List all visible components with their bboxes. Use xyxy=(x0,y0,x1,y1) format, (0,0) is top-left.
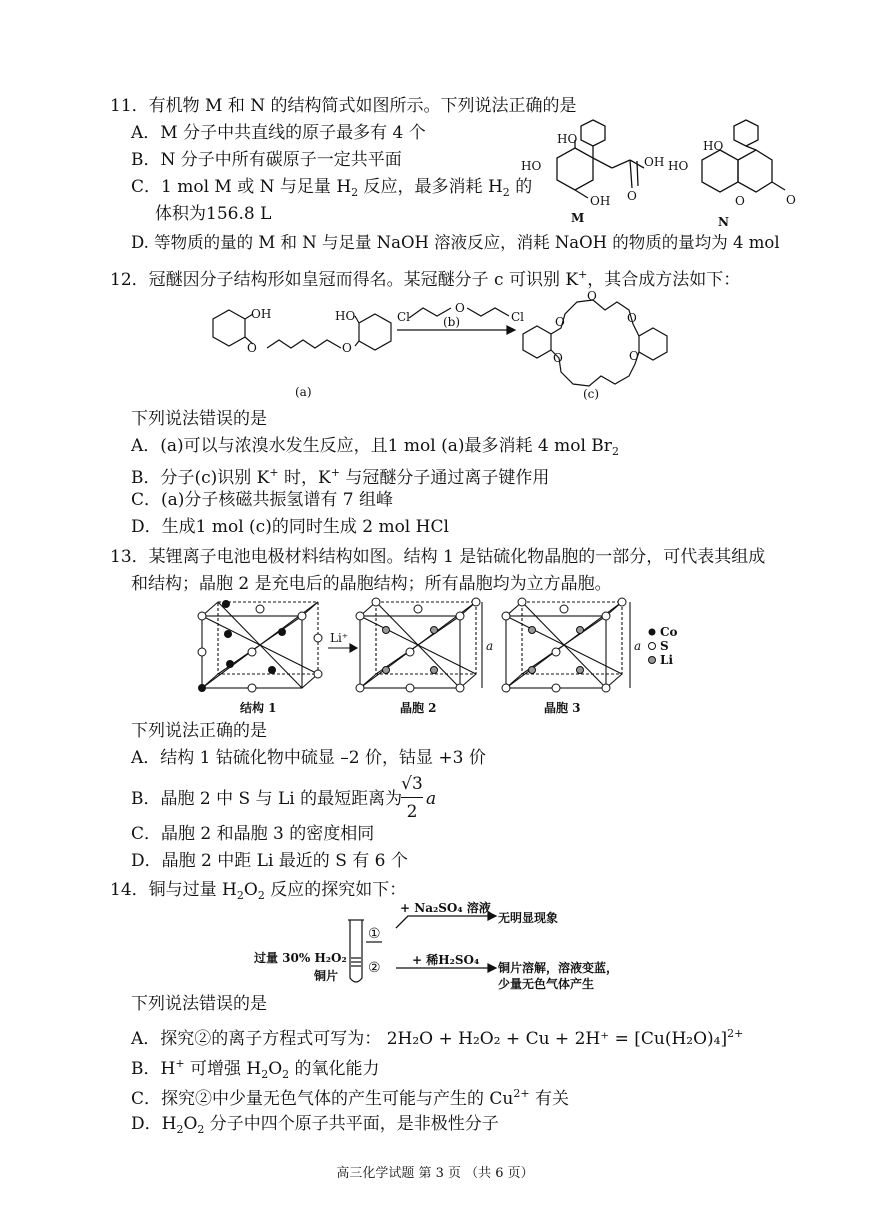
superscript: + xyxy=(578,268,588,281)
n-ho-label: HO xyxy=(703,139,724,153)
m-label: M xyxy=(571,211,585,225)
n-o-label-2: O xyxy=(786,193,796,207)
q14-b-part3: 的氧化能力 xyxy=(289,1059,380,1079)
legend-co: Co xyxy=(660,625,678,639)
q14-b-part1: B．H xyxy=(131,1059,176,1079)
subscript: 2 xyxy=(502,186,510,199)
m-oh-label-2: OH xyxy=(590,194,611,208)
q11-option-c xyxy=(131,176,532,204)
tube-label-cu: 铜片 xyxy=(314,969,339,983)
superscript: + xyxy=(269,466,279,479)
fraction-numerator: √3 xyxy=(401,774,423,794)
q12-b-part1: B．分子(c)识别 K xyxy=(131,468,270,488)
tube-label-h2o2: 过量 30% H₂O₂ xyxy=(254,951,347,965)
superscript: 2+ xyxy=(513,1087,530,1100)
label-a: (a) xyxy=(295,385,312,399)
q14-b-part2: 可增强 H xyxy=(184,1059,262,1079)
fraction-denominator: 2 xyxy=(406,802,418,822)
q13-crystal-figure xyxy=(190,592,710,722)
q11-structure-figure xyxy=(502,112,805,237)
reagent-2: + 稀H₂SO₄ xyxy=(412,953,480,967)
subscript: 2 xyxy=(236,889,244,902)
q12-option-d: D．生成1 mol (c)的同时生成 2 mol HCl xyxy=(131,517,449,537)
caption-cell-2: 晶胞 2 xyxy=(400,701,437,715)
a-label-2: a xyxy=(486,639,494,653)
q12-prompt: 下列说法错误的是 xyxy=(131,409,267,429)
label-b: (b) xyxy=(443,315,461,329)
q12-b-part2: 时，K xyxy=(278,468,331,488)
q14-o: O xyxy=(243,880,258,900)
a-oh-label: OH xyxy=(251,307,272,321)
result-1: 无明显现象 xyxy=(498,911,559,925)
b-cl-label-1: Cl xyxy=(397,310,411,324)
n-ho-label-2: HO xyxy=(668,159,689,173)
c-o-label-5: O xyxy=(629,349,639,363)
b-cl-label-2: Cl xyxy=(511,310,525,324)
circle-1: ① xyxy=(368,926,381,942)
subscript: 2 xyxy=(611,445,619,458)
q14-option-d xyxy=(131,1113,499,1141)
q14-stem-end: 反应的探究如下： xyxy=(264,880,407,900)
q14-a-equation: 2H₂O + H₂O₂ + Cu + 2H⁺ = [Cu(H₂O)₄] xyxy=(386,1029,728,1049)
q14-prompt: 下列说法错误的是 xyxy=(131,994,267,1014)
reagent-1: + Na₂SO₄ 溶液 xyxy=(400,901,491,915)
circle-2: ② xyxy=(368,960,381,976)
q12-stem-end: ，其合成方法如下： xyxy=(587,270,741,290)
q11-c-part2: 反应，最多消耗 H xyxy=(358,177,503,197)
caption-cell-3: 晶胞 3 xyxy=(544,701,581,715)
q12-b-part3: 与冠醚分子通过离子键作用 xyxy=(339,468,550,488)
q14-d-o: O xyxy=(183,1114,198,1134)
subscript: 2 xyxy=(282,1068,290,1081)
q13-option-b xyxy=(131,788,402,810)
legend-s: S xyxy=(660,639,669,653)
m-o-label: O xyxy=(627,189,637,203)
c-o-label-2: O xyxy=(555,315,565,329)
subscript: 2 xyxy=(351,186,359,199)
n-label: N xyxy=(718,215,729,229)
c-o-label-3: O xyxy=(627,311,637,325)
q13-b-text: B．晶胞 2 中 S 与 Li 的最短距离为 xyxy=(131,789,403,809)
q12-a-text: A．(a)可以与浓溴水发生反应，且1 mol (a)最多消耗 4 mol Br xyxy=(131,436,612,456)
m-ho-label: HO xyxy=(557,132,578,146)
superscript: 2+ xyxy=(727,1027,744,1040)
q11-option-d: D. 等物质的量的 M 和 N 与足量 NaOH 溶液反应，消耗 NaOH 的物质的量均为 4 mol xyxy=(131,233,780,252)
b-o-label: O xyxy=(455,301,465,315)
superscript: + xyxy=(175,1057,185,1070)
li-arrow-label: Li⁺ xyxy=(330,631,349,645)
legend-li: Li xyxy=(660,653,673,667)
q11-c-part1: C．1 mol M 或 N 与足量 H xyxy=(131,177,352,197)
q13-stem-2: 和结构；晶胞 2 是充电后的晶胞结构；所有晶胞均为立方晶胞。 xyxy=(131,574,612,594)
c-o-label-4: O xyxy=(553,351,563,365)
superscript: + xyxy=(330,466,340,479)
q14-d-part2: 分子中四个原子共平面，是非极性分子 xyxy=(204,1114,499,1134)
label-c: (c) xyxy=(583,387,600,401)
q14-stem-text: 14．铜与过量 H xyxy=(110,880,237,900)
q14-experiment-figure xyxy=(250,900,650,992)
m-oh-label: OH xyxy=(644,155,665,169)
q12-option-b xyxy=(131,462,549,489)
a-o-label-1: O xyxy=(247,341,257,355)
subscript: 2 xyxy=(176,1123,184,1136)
result-2b: 少量无色气体产生 xyxy=(498,977,595,991)
q12-stem-text: 12．冠醚因分子结构形如皇冠而得名。某冠醚分子 c 可识别 K xyxy=(110,270,579,290)
q11-c-part3: 的 xyxy=(509,177,533,197)
q14-d-part1: D．H xyxy=(131,1114,177,1134)
q12-stem xyxy=(110,264,740,291)
q13-option-a: A．结构 1 钴硫化物中硫显 –2 价，钴显 +3 价 xyxy=(131,748,486,768)
q11-option-c-cont: 体积为156.8 L xyxy=(155,204,272,224)
page-footer: 高三化学试题 第 3 页 （共 6 页） xyxy=(336,1166,534,1181)
q14-option-a xyxy=(131,1023,743,1050)
q13-option-c: C．晶胞 2 和晶胞 3 的密度相同 xyxy=(131,824,375,844)
q14-c-end: 有关 xyxy=(529,1089,569,1109)
subscript: 2 xyxy=(197,1123,205,1136)
caption-structure-1: 结构 1 xyxy=(240,701,277,715)
fraction-bar xyxy=(401,797,423,798)
q13-stem-1: 13．某锂离子电池电极材料结构如图。结构 1 是钴硫化物晶胞的一部分，可代表其组成 xyxy=(110,547,766,567)
result-2a: 铜片溶解，溶液变蓝， xyxy=(498,961,619,975)
a-label-3: a xyxy=(634,639,642,653)
fraction-variable: a xyxy=(426,789,437,809)
q14-a-text: A．探究②的离子方程式可写为： xyxy=(131,1029,382,1049)
q13-prompt: 下列说法正确的是 xyxy=(131,721,267,741)
subscript: 2 xyxy=(261,1068,269,1081)
q14-option-c xyxy=(131,1083,569,1110)
c-o-label-1: O xyxy=(587,289,597,303)
q12-option-a xyxy=(131,435,619,463)
q14-c-text: C．探究②中少量无色气体的产生可能与产生的 Cu xyxy=(131,1089,514,1109)
subscript: 2 xyxy=(257,889,265,902)
a-ho-label: HO xyxy=(335,309,356,323)
q14-option-b xyxy=(131,1053,380,1086)
q13-option-d: D．晶胞 2 中距 Li 最近的 S 有 6 个 xyxy=(131,851,408,871)
q11-option-b: B．N 分子中所有碳原子一定共平面 xyxy=(131,150,402,170)
q12-synthesis-figure xyxy=(205,288,685,403)
q11-stem: 11．有机物 M 和 N 的结构简式如图所示。下列说法正确的是 xyxy=(110,96,577,116)
n-o-label: O xyxy=(735,194,745,208)
m-ho-label-2: HO xyxy=(521,159,542,173)
q12-option-c: C．(a)分子核磁共振氢谱有 7 组峰 xyxy=(131,490,394,510)
q14-b-o: O xyxy=(268,1059,283,1079)
q11-option-a: A．M 分子中共直线的原子最多有 4 个 xyxy=(131,123,426,143)
a-o-label-2: O xyxy=(342,341,352,355)
